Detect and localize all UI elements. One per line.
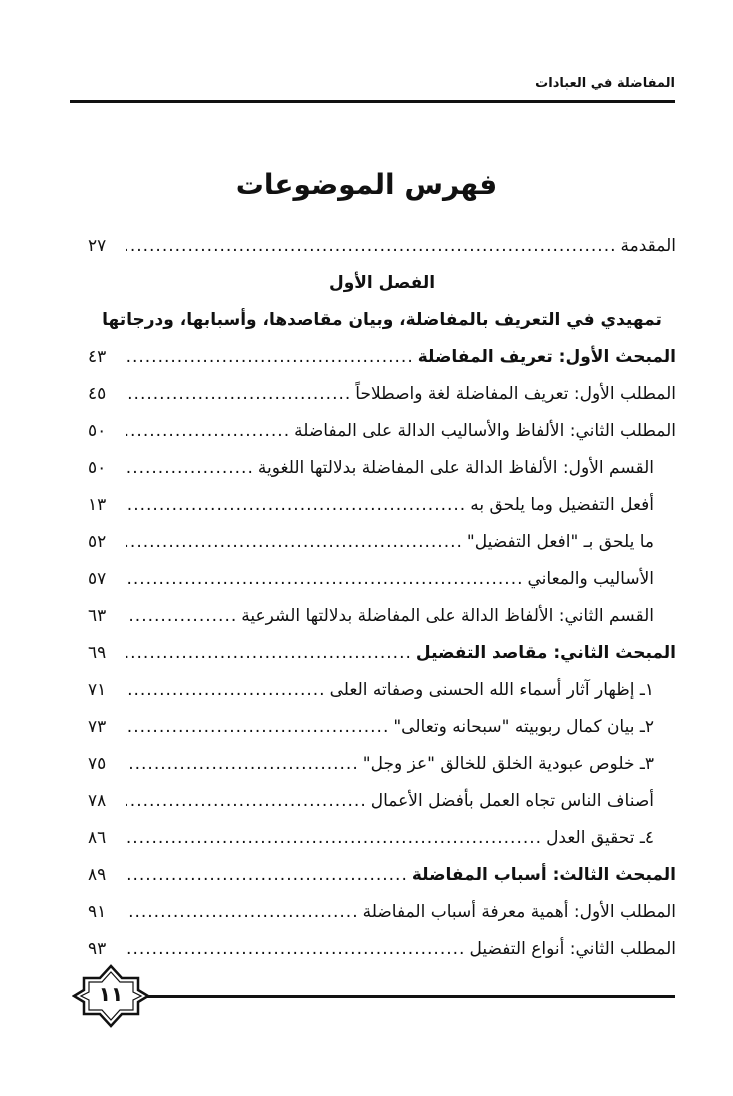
dot-leader (126, 865, 408, 885)
dot-leader (126, 421, 290, 441)
dot-leader (126, 606, 237, 626)
dot-leader (126, 680, 326, 700)
dot-leader (126, 828, 542, 848)
toc-entry (88, 865, 676, 902)
toc-entry-title: المبحث الأول: تعريف المفاضلة (417, 347, 676, 367)
toc-entry-page: ٤٥ (88, 384, 107, 404)
dot-leader (126, 569, 524, 589)
toc-entry (88, 384, 676, 421)
toc-entry-title: أصناف الناس تجاه العمل بأفضل الأعمال (370, 791, 654, 811)
toc-entry (88, 532, 676, 569)
toc-entry-page: ١٣ (88, 495, 107, 515)
toc-entry (88, 643, 676, 680)
toc-entry-page: ٧٣ (88, 717, 107, 737)
toc-entry-title: ١ـ إظهار آثار أسماء الله الحسنى وصفاته العلى (329, 680, 654, 700)
toc-entry-title: القسم الأول: الألفاظ الدالة على المفاضلة بدلالتها اللغوية (257, 458, 654, 478)
toc-entry-page: ٥٧ (88, 569, 107, 589)
toc-entry (88, 569, 676, 606)
toc-entry-page: ٢٧ (88, 236, 107, 256)
dot-leader (126, 717, 389, 737)
toc-entry-title: ٢ـ بيان كمال ربوبيته "سبحانه وتعالى" (393, 717, 654, 737)
footer-rule (145, 995, 675, 998)
toc-section-heading: تمهيدي في التعريف بالمفاضلة، وبيان مقاصدها، وأسبابها، ودرجاتها (102, 310, 662, 330)
toc-entry-title: المبحث الثاني: مقاصد التفضيل (415, 643, 676, 663)
toc-entry-title: أفعل التفضيل وما يلحق به (470, 495, 654, 515)
toc-entry-page: ٩١ (88, 902, 107, 922)
toc-entry-title: المبحث الثالث: أسباب المفاضلة (411, 865, 676, 885)
header-rule (70, 100, 675, 103)
toc-entry-title: المطلب الأول: أهمية معرفة أسباب المفاضلة (362, 902, 676, 922)
dot-leader (126, 754, 359, 774)
toc-entry (88, 421, 676, 458)
dot-leader (126, 458, 254, 478)
toc-entry (88, 939, 676, 976)
toc-entry (88, 791, 676, 828)
toc-entry-page: ٨٩ (88, 865, 107, 885)
running-header-title: المفاضلة في العبادات (535, 76, 675, 91)
toc-entry-title: المقدمة (620, 236, 676, 256)
toc-entry-page: ٧٨ (88, 791, 107, 811)
toc-entry-title: ٤ـ تحقيق العدل (546, 828, 654, 848)
toc-entry-page: ٧١ (88, 680, 107, 700)
toc-entry (88, 347, 676, 384)
toc-entry-page: ٦٩ (88, 643, 107, 663)
toc-entry-page: ٩٣ (88, 939, 107, 959)
toc-entry (88, 754, 676, 791)
table-of-contents (88, 236, 676, 976)
toc-entry (88, 717, 676, 754)
toc-entry-title: المطلب الثاني: أنواع التفضيل (469, 939, 676, 959)
toc-entry-title: ما يلحق بـ "افعل التفضيل" (466, 532, 654, 552)
toc-entry-page: ٥٠ (88, 458, 107, 478)
toc-entry-title: المطلب الأول: تعريف المفاضلة لغة واصطلاحاً (355, 384, 676, 404)
toc-entry (88, 828, 676, 865)
toc-entry (88, 458, 676, 495)
dot-leader (126, 532, 463, 552)
toc-section-heading: الفصل الأول (328, 273, 436, 293)
toc-entry-title: المطلب الثاني: الألفاظ والأساليب الدالة على المفاضلة (294, 421, 676, 441)
page-title: فهرس الموضوعات (235, 168, 498, 201)
toc-entry-title: الأساليب والمعاني (527, 569, 654, 589)
toc-entry (88, 902, 676, 939)
toc-entry-title: القسم الثاني: الألفاظ الدالة على المفاضلة بدلالتها الشرعية (241, 606, 654, 626)
dot-leader (126, 791, 367, 811)
dot-leader (126, 939, 465, 959)
dot-leader (126, 902, 359, 922)
dot-leader (126, 236, 617, 256)
toc-entry-title: ٣ـ خلوص عبودية الخلق للخالق "عز وجل" (362, 754, 654, 774)
toc-entry-page: ٨٦ (88, 828, 107, 848)
toc-entry-page: ٦٣ (88, 606, 107, 626)
dot-leader (126, 643, 412, 663)
toc-entry-page: ٧٥ (88, 754, 107, 774)
toc-entry (88, 495, 676, 532)
toc-entry-page: ٥٢ (88, 532, 107, 552)
toc-entry (88, 606, 676, 643)
toc-entry-page: ٤٣ (88, 347, 107, 367)
dot-leader (126, 495, 466, 515)
dot-leader (126, 384, 351, 404)
toc-entry (88, 680, 676, 717)
page-number: ١١ (98, 982, 124, 1006)
toc-entry (88, 236, 676, 273)
dot-leader (126, 347, 414, 367)
toc-entry-page: ٥٠ (88, 421, 107, 441)
